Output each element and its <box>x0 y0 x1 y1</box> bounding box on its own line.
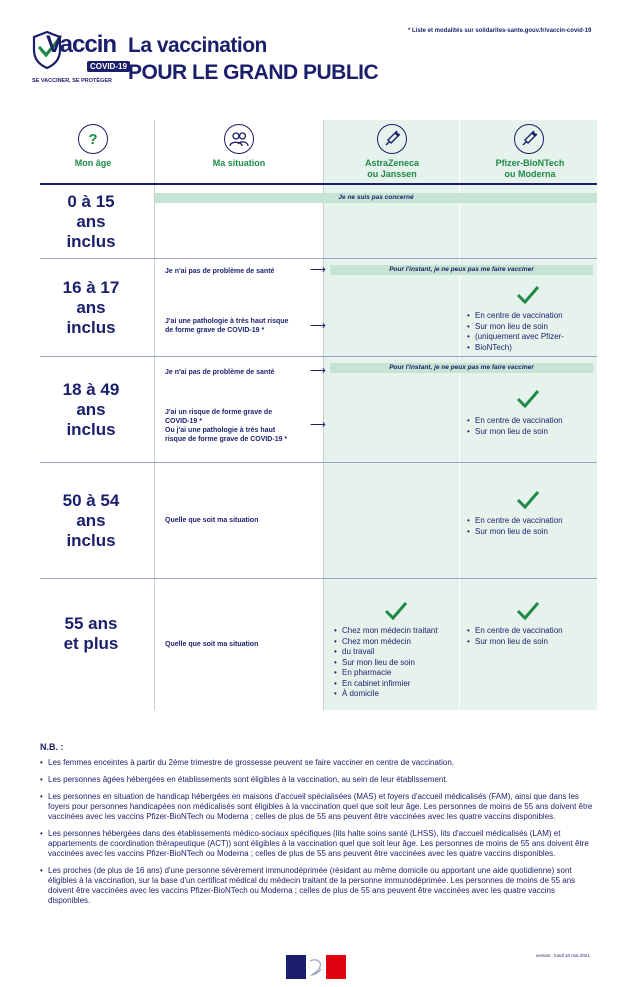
page-title-line1: La vaccination <box>128 34 267 57</box>
situation-line: J'ai une pathologie à très haut risque <box>165 318 289 325</box>
list-item: • Chez mon médecin traitant <box>334 626 459 637</box>
people-icon <box>224 124 254 154</box>
situation-line: Ou j'ai une pathologie à très haut <box>165 427 276 434</box>
list-item: • En pharmacie <box>334 668 459 679</box>
row-divider <box>40 578 597 579</box>
list-item: • Sur mon lieu de soin <box>467 322 592 333</box>
pfizer-locations-list <box>467 516 592 537</box>
age-line: ans <box>76 212 106 231</box>
list-item: • En centre de vaccination <box>467 416 592 427</box>
age-line: et plus <box>63 634 119 653</box>
note-item: • Les personnes âgées hébergées en établissements sont éligibles à la vaccination, au sein de leur établissement. <box>40 775 595 785</box>
list-item: • En centre de vaccination <box>467 311 592 322</box>
checkmark-icon <box>516 601 540 621</box>
age-line: 55 ans <box>64 614 118 633</box>
checkmark-icon <box>516 285 540 305</box>
question-icon: ? <box>78 124 108 154</box>
list-item: • Sur mon lieu de soin <box>467 637 592 648</box>
situation-text: Je n'ai pas de problème de santé <box>165 268 275 275</box>
column-divider <box>323 120 324 710</box>
column-header-age: Mon âge <box>74 158 112 168</box>
column-divider <box>154 190 155 710</box>
source-note: * Liste et modalités sur solidarites-sante.gouv.fr/vaccin-covid-19 <box>408 28 592 34</box>
age-line: ans <box>76 400 106 419</box>
header-divider <box>40 183 597 185</box>
situation-text <box>165 317 288 335</box>
pf-label-line1: Pfizer-BioNTech <box>495 158 565 168</box>
age-line: inclus <box>66 531 116 550</box>
age-line: 50 à 54 <box>62 491 120 510</box>
list-item: • Sur mon lieu de soin <box>334 658 459 669</box>
list-item-continuation <box>467 343 592 354</box>
az-label-line1: AstraZeneca <box>364 158 420 168</box>
situation-line: COVID-19 * <box>165 418 202 425</box>
situation-text: Quelle que soit ma situation <box>165 517 259 524</box>
note-item: • Les personnes en situation de handicap hébergées en maisons d'accueil spécialisées (MAS) et foyers d'accueil médicalisés (FAM), ainsi que dans les foyers pour personnes handicapées non médicalisés sont éligibles à la vaccination quel que soit leur âge. Les personnes de moins de 55 ans doivent être vaccinées avec les vaccins Pfizer-BioNTech ou Moderna ; celles de plus de 55 ans peuvent être vaccinées avec les quatre vaccins disponibles. <box>40 792 595 822</box>
column-header-astrazeneca <box>346 158 438 180</box>
situation-text: Quelle que soit ma situation <box>165 641 259 648</box>
list-item: • En centre de vaccination <box>467 516 592 527</box>
logo-badge: COVID-19 <box>87 61 130 72</box>
list-item: • En cabinet infirmier <box>334 679 459 690</box>
situation-line: J'ai un risque de forme grave de <box>165 409 273 416</box>
arrow-right-icon: ⟶ <box>310 365 326 377</box>
age-18-49 <box>36 380 146 440</box>
row-divider <box>40 462 597 463</box>
age-line: inclus <box>66 318 116 337</box>
status-band: Pour l'instant, je ne peux pas me faire vacciner <box>330 363 593 373</box>
list-item: • Sur mon lieu de soin <box>467 427 592 438</box>
checkmark-icon <box>384 601 408 621</box>
vaccin-covid-logo <box>32 28 132 88</box>
list-item: • Chez mon médecin <box>334 637 459 648</box>
arrow-right-icon: ⟶ <box>310 264 326 276</box>
az-label-line2: ou Janssen <box>367 169 417 179</box>
list-item: • En centre de vaccination <box>467 626 592 637</box>
age-line: 16 à 17 <box>62 278 120 297</box>
age-0-15 <box>36 192 146 252</box>
column-header-situation: Ma situation <box>212 158 266 168</box>
checkmark-icon <box>516 389 540 409</box>
checkmark-icon <box>516 490 540 510</box>
age-line: 0 à 15 <box>67 192 115 211</box>
list-item: • Sur mon lieu de soin <box>467 527 592 538</box>
list-item-text: du travail <box>342 647 375 656</box>
note-item: • Les proches (de plus de 16 ans) d'une personne sévèrement immunodéprimée (résidant au même domicile ou apportant une aide quotidienne) sont éligibles à la vaccination, sur la base d'un certificat médical du médecin traitant de la personne immunodéprimée. Les personnes de moins de 55 ans doivent être vaccinées avec les vaccins Pfizer-BioNTech ou Moderna ; celles de plus de 55 ans peuvent être vaccinées avec les quatre vaccins disponibles. <box>40 866 595 906</box>
situation-text: Je n'ai pas de problème de santé <box>165 369 275 376</box>
list-item: • À domicile <box>334 689 459 700</box>
situation-line: risque de forme grave de COVID-19 * <box>165 436 288 443</box>
list-item-continuation <box>334 647 459 658</box>
notes-list <box>40 758 595 913</box>
status-band: Pour l'instant, je ne peux pas me faire vacciner <box>330 265 593 275</box>
republique-francaise-logo <box>286 955 346 979</box>
situation-text <box>165 408 287 444</box>
age-line: inclus <box>66 232 116 251</box>
age-line: 18 à 49 <box>62 380 120 399</box>
syringe-icon <box>514 124 544 154</box>
version-label: version : lundi 10 mai 2021 <box>536 953 590 958</box>
page-title-line2: POUR LE GRAND PUBLIC <box>128 61 379 84</box>
note-item: • Les personnes hébergées dans des établissements médico-sociaux spécifiques (lits halte soins santé (LHSS), lits d'accueil médicalisés (LAM) et appartements de coordination thérapeutique (ACT)) sont éligibles à la vaccination quel que soit leur âge. Les personnes de moins de 55 ans doivent être vaccinées avec les vaccins Pfizer-BioNTech ou Moderna ; celles de plus de 55 ans peuvent être vaccinées avec les quatre vaccins disponibles. <box>40 829 595 859</box>
age-line: ans <box>76 511 106 530</box>
syringe-icon <box>377 124 407 154</box>
arrow-right-icon: ⟶ <box>310 419 326 431</box>
age-16-17 <box>36 278 146 338</box>
pfizer-locations-list <box>467 626 592 647</box>
age-line: ans <box>76 298 106 317</box>
status-band: Je ne suis pas concerné <box>155 193 597 203</box>
list-item-text: BioNTech) <box>475 342 512 352</box>
column-header-pfizer <box>480 158 580 180</box>
astrazeneca-locations-list <box>334 626 459 700</box>
row-divider <box>40 356 597 357</box>
column-divider <box>154 120 155 190</box>
list-item-text: (uniquement avec Pfizer- <box>475 332 564 341</box>
notes-title: N.B. : <box>40 742 64 752</box>
pfizer-locations-list <box>467 311 592 353</box>
age-55-plus <box>36 614 146 654</box>
row-divider <box>40 258 597 259</box>
pfizer-locations-list <box>467 416 592 437</box>
note-item: • Les femmes enceintes à partir du 2ème trimestre de grossesse peuvent se faire vacciner en centre de vaccination. <box>40 758 595 768</box>
age-line: inclus <box>66 420 116 439</box>
pf-label-line2: ou Moderna <box>504 169 556 179</box>
logo-word: Vaccin <box>46 31 117 58</box>
list-item-continuation <box>467 332 592 343</box>
column-divider <box>459 120 460 710</box>
logo-tagline: SE VACCINER, SE PROTÉGER <box>32 78 112 84</box>
vaccine-columns-background <box>323 120 597 710</box>
situation-line: de forme grave de COVID-19 * <box>165 327 265 334</box>
age-50-54 <box>36 491 146 551</box>
arrow-right-icon: ⟶ <box>310 320 326 332</box>
